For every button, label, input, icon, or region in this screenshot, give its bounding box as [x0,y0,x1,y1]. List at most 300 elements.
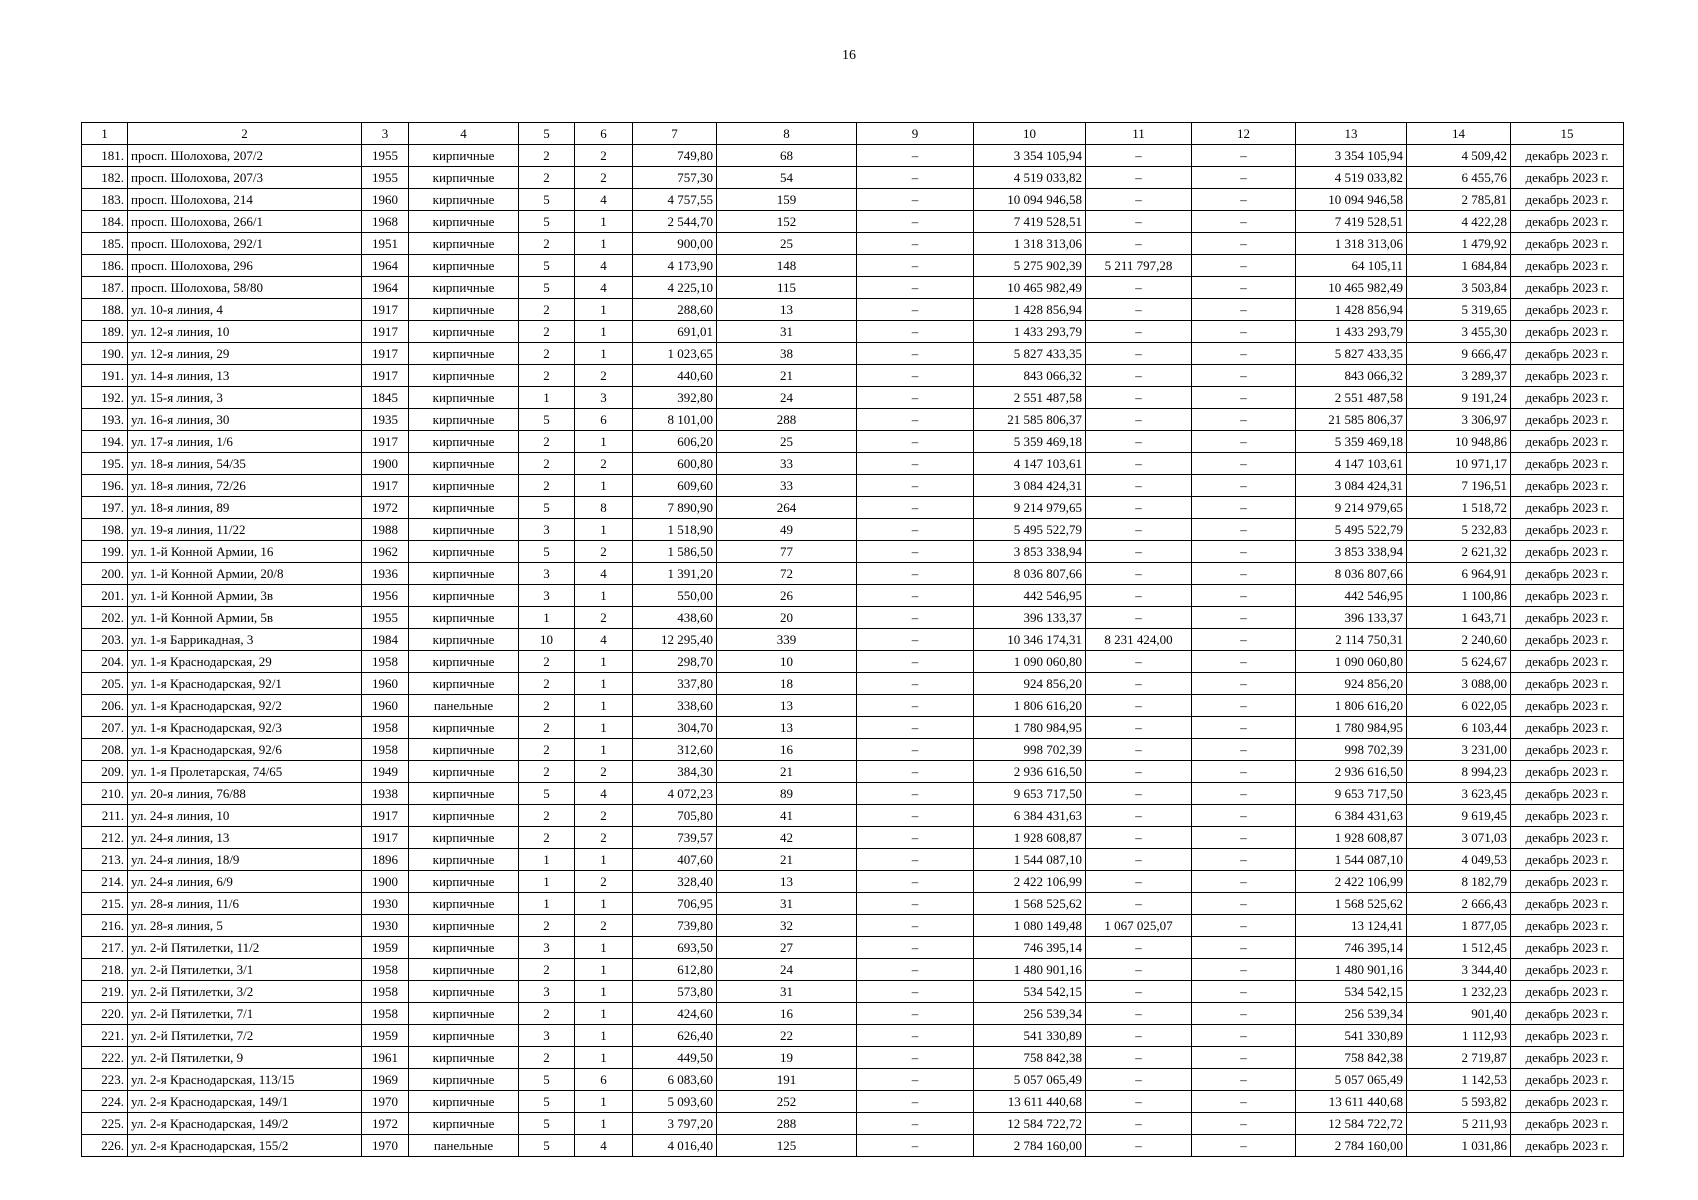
table-cell: кирпичные [409,167,519,189]
table-cell: ул. 18-я линия, 89 [128,497,362,519]
table-cell: 2 666,43 [1407,893,1511,915]
table-cell: 3 084 424,31 [974,475,1086,497]
table-cell: ул. 2-й Пятилетки, 11/2 [128,937,362,959]
table-cell: 2 114 750,31 [1296,629,1407,651]
table-cell: – [857,739,974,761]
table-cell: 200. [82,563,128,585]
table-row [82,981,1624,1003]
table-cell: 1 643,71 [1407,607,1511,629]
table-cell: 185. [82,233,128,255]
table-cell: 195. [82,453,128,475]
table-cell: 1917 [362,299,409,321]
table-cell: 5 [519,409,575,431]
table-cell: 186. [82,255,128,277]
table-cell: – [857,189,974,211]
table-cell: – [857,321,974,343]
table-cell: – [857,365,974,387]
table-cell: 1958 [362,651,409,673]
table-cell: кирпичные [409,1091,519,1113]
table-cell: 5 319,65 [1407,299,1511,321]
table-cell: декабрь 2023 г. [1511,981,1624,1003]
table-cell: 5 624,67 [1407,651,1511,673]
table-cell: 89 [717,783,857,805]
table-row [82,145,1624,167]
table-cell: 9 191,24 [1407,387,1511,409]
table-cell: 1 428 856,94 [1296,299,1407,321]
table-cell: 3 084 424,31 [1296,475,1407,497]
table-cell: 3 [519,519,575,541]
table-cell: 609,60 [633,475,717,497]
table-cell: 21 [717,761,857,783]
table-cell: 7 419 528,51 [1296,211,1407,233]
column-header: 6 [575,123,633,145]
table-cell: 1 023,65 [633,343,717,365]
table-cell: 843 066,32 [1296,365,1407,387]
table-cell: 31 [717,981,857,1003]
table-cell: – [1192,475,1296,497]
table-cell: – [1086,519,1192,541]
table-cell: 214. [82,871,128,893]
table-row [82,585,1624,607]
table-cell: 6 [575,1069,633,1091]
table-cell: – [857,145,974,167]
table-cell: – [1086,277,1192,299]
table-cell: 5 827 433,35 [1296,343,1407,365]
table-cell: 1 [575,849,633,871]
table-cell: – [857,673,974,695]
table-row [82,255,1624,277]
column-header: 11 [1086,123,1192,145]
table-cell: – [1192,233,1296,255]
table-cell: декабрь 2023 г. [1511,255,1624,277]
table-row [82,1025,1624,1047]
table-cell: 424,60 [633,1003,717,1025]
table-cell: ул. 1-я Краснодарская, 92/3 [128,717,362,739]
table-cell: 22 [717,1025,857,1047]
table-cell: – [1192,365,1296,387]
table-cell: 8 [575,497,633,519]
table-cell: 2 [519,695,575,717]
table-cell: декабрь 2023 г. [1511,849,1624,871]
table-cell: 2 936 616,50 [974,761,1086,783]
table-cell: 1 [575,475,633,497]
table-cell: 2 [519,915,575,937]
table-cell: ул. 1-я Пролетарская, 74/65 [128,761,362,783]
table-cell: декабрь 2023 г. [1511,189,1624,211]
table-cell: 1 568 525,62 [974,893,1086,915]
table-cell: – [1192,1069,1296,1091]
table-cell: – [1192,541,1296,563]
table-cell: 1 [575,717,633,739]
table-cell: 13 611 440,68 [1296,1091,1407,1113]
table-cell: 573,80 [633,981,717,1003]
table-cell: – [857,541,974,563]
table-cell: 4 147 103,61 [1296,453,1407,475]
table-cell: – [1192,981,1296,1003]
table-cell: 606,20 [633,431,717,453]
table-cell: – [1192,893,1296,915]
table-cell: кирпичные [409,541,519,563]
table-cell: 4 757,55 [633,189,717,211]
table-cell: 8 182,79 [1407,871,1511,893]
table-cell: 1 806 616,20 [974,695,1086,717]
table-cell: 3 088,00 [1407,673,1511,695]
table-cell: – [1192,717,1296,739]
table-cell: 1 512,45 [1407,937,1511,959]
table-cell: 41 [717,805,857,827]
table-cell: 541 330,89 [1296,1025,1407,1047]
table-cell: 1 067 025,07 [1086,915,1192,937]
table-cell: 407,60 [633,849,717,871]
table-row [82,563,1624,585]
page-number: 16 [842,48,856,63]
table-row [82,277,1624,299]
table-cell: 220. [82,1003,128,1025]
table-row [82,673,1624,695]
table-cell: 288,60 [633,299,717,321]
table-cell: 706,95 [633,893,717,915]
table-cell: 3 503,84 [1407,277,1511,299]
table-cell: 739,57 [633,827,717,849]
table-cell: 900,00 [633,233,717,255]
table-cell: декабрь 2023 г. [1511,1003,1624,1025]
table-cell: 1962 [362,541,409,563]
table-cell: – [1192,189,1296,211]
table-cell: просп. Шолохова, 58/80 [128,277,362,299]
table-cell: ул. 24-я линия, 10 [128,805,362,827]
table-cell: просп. Шолохова, 214 [128,189,362,211]
table-cell: 10 971,17 [1407,453,1511,475]
table-cell: декабрь 2023 г. [1511,1091,1624,1113]
table-cell: 3 [575,387,633,409]
table-cell: декабрь 2023 г. [1511,915,1624,937]
table-row [82,717,1624,739]
table-cell: 3 231,00 [1407,739,1511,761]
table-cell: 384,30 [633,761,717,783]
table-cell: 1845 [362,387,409,409]
table-cell: ул. 2-я Краснодарская, 113/15 [128,1069,362,1091]
table-cell: ул. 1-й Конной Армии, 5в [128,607,362,629]
table-cell: – [1086,893,1192,915]
table-cell: – [1086,805,1192,827]
table-cell: 2 719,87 [1407,1047,1511,1069]
table-cell: – [857,431,974,453]
table-cell: 1970 [362,1091,409,1113]
table-cell: 5 [519,255,575,277]
table-cell: – [857,1069,974,1091]
table-cell: 1 684,84 [1407,255,1511,277]
table-cell: ул. 16-я линия, 30 [128,409,362,431]
table-cell: 1960 [362,695,409,717]
table-cell: 3 071,03 [1407,827,1511,849]
table-cell: – [1192,563,1296,585]
column-header: 2 [128,123,362,145]
table-cell: – [1086,695,1192,717]
table-cell: 182. [82,167,128,189]
table-cell: 211. [82,805,128,827]
table-cell: – [1192,167,1296,189]
table-cell: 72 [717,563,857,585]
table-cell: 2 [575,915,633,937]
table-cell: 924 856,20 [1296,673,1407,695]
table-cell: 4 016,40 [633,1135,717,1157]
table-cell: 216. [82,915,128,937]
table-cell: 1958 [362,739,409,761]
table-cell: 396 133,37 [1296,607,1407,629]
table-cell: 9 666,47 [1407,343,1511,365]
table-cell: 5 211,93 [1407,1113,1511,1135]
table-cell: 199. [82,541,128,563]
table-cell: – [1192,849,1296,871]
table-cell: – [857,475,974,497]
table-cell: декабрь 2023 г. [1511,673,1624,695]
header-row [82,123,1624,145]
table-cell: ул. 24-я линия, 13 [128,827,362,849]
table-cell: – [1086,321,1192,343]
table-cell: 1936 [362,563,409,585]
table-cell: кирпичные [409,783,519,805]
table-cell: 12 295,40 [633,629,717,651]
table-row [82,1047,1624,1069]
table-row [82,541,1624,563]
table-row [82,431,1624,453]
table-cell: 3 853 338,94 [974,541,1086,563]
table-cell: 1 [575,1003,633,1025]
table-cell: – [857,299,974,321]
table-cell: 204. [82,651,128,673]
table-cell: 2 [575,805,633,827]
table-cell: 1958 [362,981,409,1003]
table-cell: 4 [575,783,633,805]
table-cell: 212. [82,827,128,849]
table-cell: – [1086,739,1192,761]
table-cell: 6 [575,409,633,431]
table-cell: – [857,277,974,299]
table-cell: 1958 [362,959,409,981]
table-cell: 224. [82,1091,128,1113]
table-cell: декабрь 2023 г. [1511,827,1624,849]
table-cell: – [1086,937,1192,959]
table-cell: 1955 [362,145,409,167]
table-cell: 6 455,76 [1407,167,1511,189]
table-cell: – [857,695,974,717]
table-cell: кирпичные [409,343,519,365]
table-cell: декабрь 2023 г. [1511,541,1624,563]
table-row [82,937,1624,959]
table-cell: 19 [717,1047,857,1069]
table-cell: – [857,761,974,783]
table-cell: 256 539,34 [1296,1003,1407,1025]
table-cell: 2 [519,1047,575,1069]
table-cell: 1938 [362,783,409,805]
table-row [82,1003,1624,1025]
table-cell: кирпичные [409,761,519,783]
table-cell: 10 948,86 [1407,431,1511,453]
table-cell: 2 [519,717,575,739]
table-cell: – [1086,1091,1192,1113]
table-cell: 10 [519,629,575,651]
table-cell: просп. Шолохова, 207/3 [128,167,362,189]
table-cell: – [857,849,974,871]
table-cell: – [1192,651,1296,673]
table-cell: 219. [82,981,128,1003]
table-row [82,651,1624,673]
table-cell: 3 289,37 [1407,365,1511,387]
table-cell: 4 [575,189,633,211]
column-header: 7 [633,123,717,145]
table-cell: 1 [575,959,633,981]
table-cell: 194. [82,431,128,453]
table-cell: 213. [82,849,128,871]
table-cell: 1 232,23 [1407,981,1511,1003]
table-cell: – [1192,629,1296,651]
table-cell: кирпичные [409,1113,519,1135]
table-cell: 1958 [362,1003,409,1025]
table-cell: кирпичные [409,277,519,299]
table-cell: декабрь 2023 г. [1511,431,1624,453]
table-cell: 2 [575,145,633,167]
table-cell: 1 [575,343,633,365]
table-cell: 10 346 174,31 [974,629,1086,651]
table-cell: 312,60 [633,739,717,761]
table-cell: – [1086,145,1192,167]
table-cell: декабрь 2023 г. [1511,1069,1624,1091]
table-cell: – [1192,409,1296,431]
table-cell: 1 112,93 [1407,1025,1511,1047]
table-cell: – [857,629,974,651]
table-cell: кирпичные [409,233,519,255]
table-cell: ул. 2-й Пятилетки, 9 [128,1047,362,1069]
table-cell: – [1192,585,1296,607]
table-cell: 190. [82,343,128,365]
table-cell: – [1192,299,1296,321]
table-cell: кирпичные [409,959,519,981]
table-cell: 2 [519,959,575,981]
table-cell: ул. 28-я линия, 5 [128,915,362,937]
table-cell: 115 [717,277,857,299]
table-cell: – [1192,607,1296,629]
table-cell: ул. 1-я Баррикадная, 3 [128,629,362,651]
table-cell: ул. 1-й Конной Армии, 16 [128,541,362,563]
table-cell: – [857,1025,974,1047]
table-cell: 1 100,86 [1407,585,1511,607]
table-cell: 1 [575,519,633,541]
table-row [82,299,1624,321]
table-cell: 438,60 [633,607,717,629]
table-cell: 4 422,28 [1407,211,1511,233]
table-cell: декабрь 2023 г. [1511,607,1624,629]
table-cell: декабрь 2023 г. [1511,211,1624,233]
table-row [82,497,1624,519]
table-cell: 64 105,11 [1296,255,1407,277]
table-cell: ул. 17-я линия, 1/6 [128,431,362,453]
table-cell: декабрь 2023 г. [1511,783,1624,805]
table-cell: – [1192,145,1296,167]
table-cell: 1 [575,1025,633,1047]
table-cell: 1 [575,937,633,959]
table-cell: 5 [519,1113,575,1135]
table-cell: – [1086,717,1192,739]
table-cell: ул. 2-й Пятилетки, 3/1 [128,959,362,981]
table-row [82,1069,1624,1091]
table-cell: 2 [575,541,633,563]
table-cell: 203. [82,629,128,651]
table-cell: 1 928 608,87 [974,827,1086,849]
table-cell: – [1086,563,1192,585]
table-cell: 1 [519,871,575,893]
table-cell: кирпичные [409,299,519,321]
table-cell: 54 [717,167,857,189]
table-cell: кирпичные [409,629,519,651]
table-cell: – [857,1047,974,1069]
table-cell: 3 [519,585,575,607]
table-cell: 339 [717,629,857,651]
table-cell: – [1086,365,1192,387]
table-cell: – [1192,1113,1296,1135]
table-cell: ул. 20-я линия, 76/88 [128,783,362,805]
table-cell: – [857,409,974,431]
table-cell: – [857,607,974,629]
table-cell: кирпичные [409,1069,519,1091]
table-cell: 5 [519,211,575,233]
table-cell: 746 395,14 [1296,937,1407,959]
table-cell: 25 [717,431,857,453]
table-cell: 2 621,32 [1407,541,1511,563]
table-cell: 13 [717,695,857,717]
table-cell: декабрь 2023 г. [1511,409,1624,431]
table-cell: кирпичные [409,849,519,871]
table-cell: 1969 [362,1069,409,1091]
table-cell: 68 [717,145,857,167]
table-cell: 3 [519,1025,575,1047]
table-cell: 1 142,53 [1407,1069,1511,1091]
table-cell: – [1086,1003,1192,1025]
column-header: 3 [362,123,409,145]
table-cell: 38 [717,343,857,365]
table-cell: 16 [717,739,857,761]
table-cell: – [857,871,974,893]
table-cell: 16 [717,1003,857,1025]
table-cell: 1 [575,1113,633,1135]
table-cell: 5 [519,497,575,519]
table-cell: кирпичные [409,145,519,167]
table-cell: ул. 18-я линия, 72/26 [128,475,362,497]
table-cell: декабрь 2023 г. [1511,475,1624,497]
table-cell: – [1192,387,1296,409]
table-row [82,739,1624,761]
table-cell: кирпичные [409,365,519,387]
table-cell: 1 928 608,87 [1296,827,1407,849]
table-cell: – [1192,1135,1296,1157]
table-row [82,189,1624,211]
table-cell: 2 785,81 [1407,189,1511,211]
table-cell: 4 072,23 [633,783,717,805]
table-cell: декабрь 2023 г. [1511,233,1624,255]
column-header: 9 [857,123,974,145]
table-cell: 2 [519,673,575,695]
table-cell: декабрь 2023 г. [1511,343,1624,365]
table-cell: ул. 2-я Краснодарская, 155/2 [128,1135,362,1157]
table-cell: 2 [575,827,633,849]
table-cell: 7 419 528,51 [974,211,1086,233]
table-cell: 24 [717,959,857,981]
table-cell: – [1086,783,1192,805]
table-cell: 1 780 984,95 [974,717,1086,739]
table-cell: 998 702,39 [974,739,1086,761]
table-cell: 5 827 433,35 [974,343,1086,365]
table-cell: – [857,585,974,607]
table-cell: 691,01 [633,321,717,343]
